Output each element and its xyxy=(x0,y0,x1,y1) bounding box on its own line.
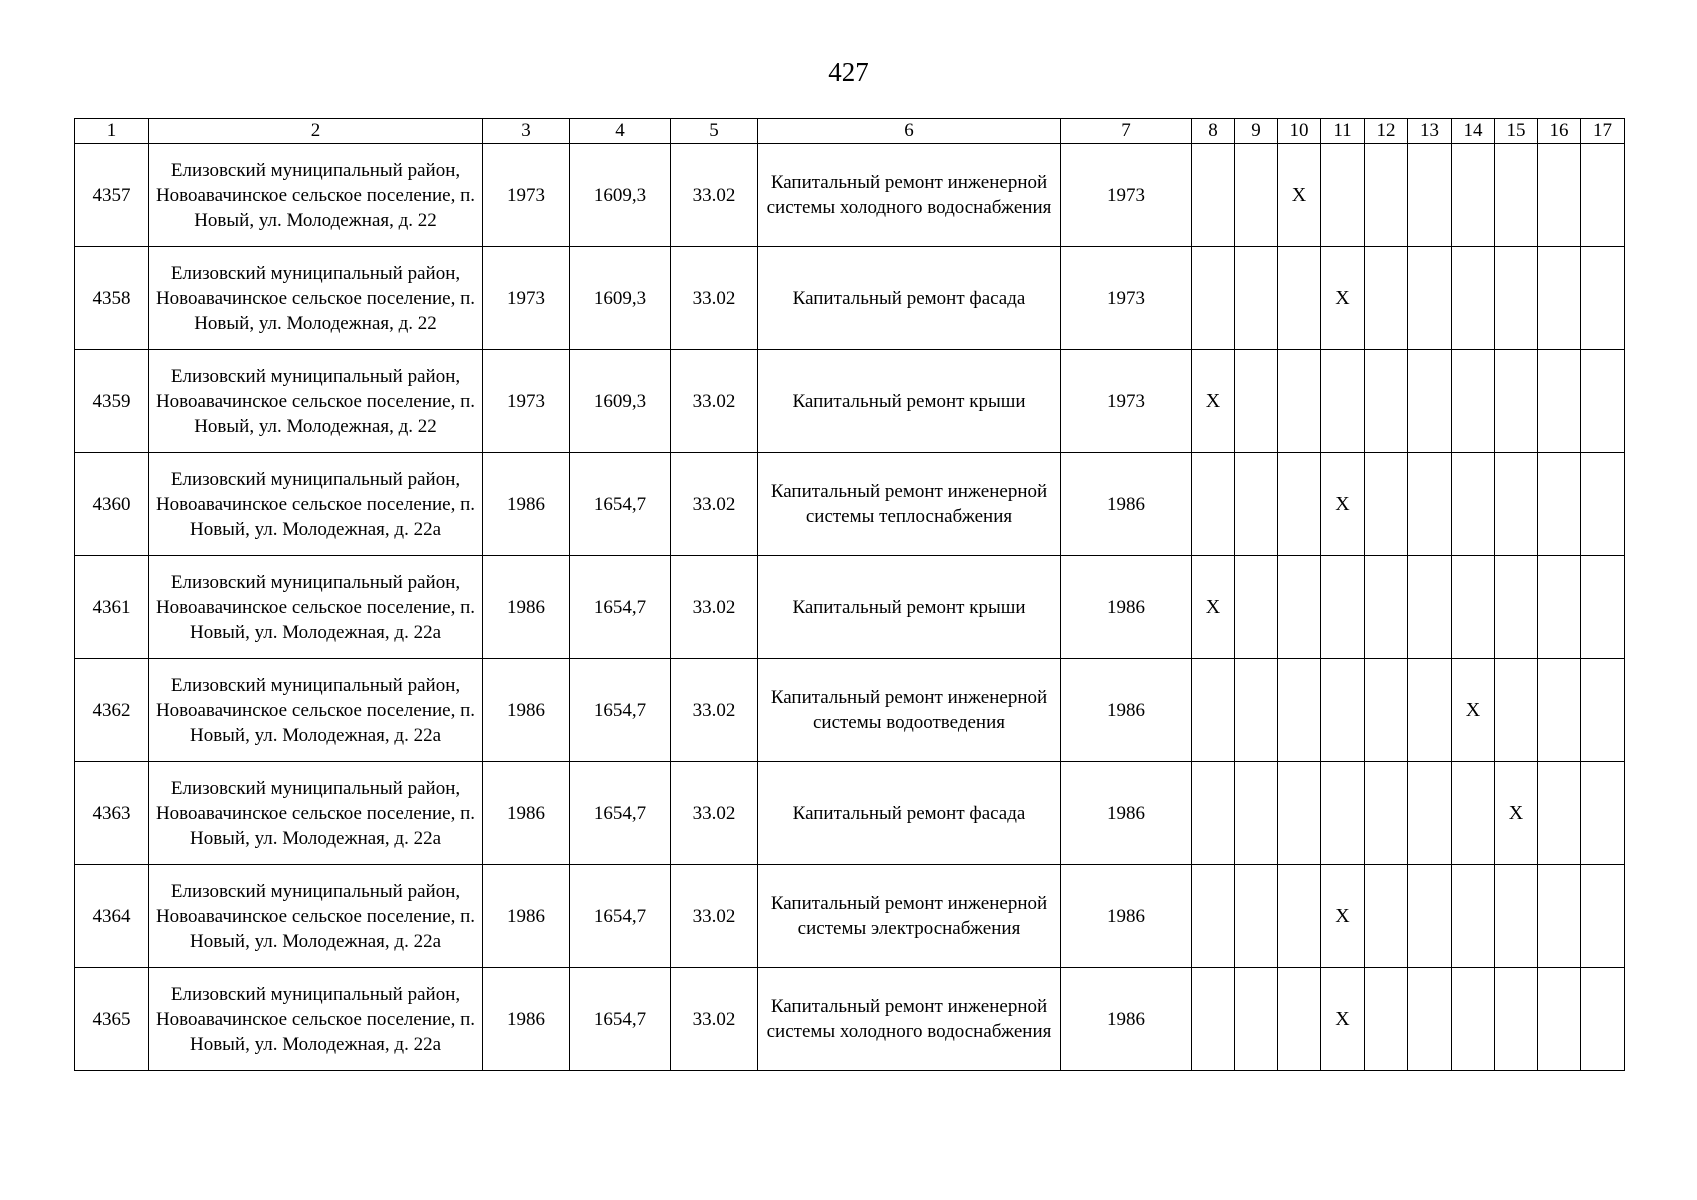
table-row xyxy=(75,659,1625,762)
column-header-5: 5 xyxy=(671,119,758,144)
column-header-1: 1 xyxy=(75,119,149,144)
year-cell: 1986 xyxy=(483,659,570,762)
year-commission-cell: 1986 xyxy=(1061,865,1192,968)
area-cell: 1609,3 xyxy=(570,350,671,453)
year-cell: 1973 xyxy=(483,350,570,453)
column-header-10: 10 xyxy=(1278,119,1321,144)
mark-cell-col-13 xyxy=(1408,144,1452,247)
mark-cell-col-13 xyxy=(1408,247,1452,350)
mark-cell-col-17 xyxy=(1581,968,1625,1071)
mark-cell-col-14 xyxy=(1452,762,1495,865)
mark-cell-col-10: X xyxy=(1278,144,1321,247)
mark-cell-col-10 xyxy=(1278,659,1321,762)
mark-cell-col-12 xyxy=(1365,144,1408,247)
mark-cell-col-15 xyxy=(1495,350,1538,453)
year-commission-cell: 1973 xyxy=(1061,247,1192,350)
mark-cell-col-11 xyxy=(1321,762,1365,865)
column-header-4: 4 xyxy=(570,119,671,144)
row-number-cell: 4357 xyxy=(75,144,149,247)
mark-cell-col-8 xyxy=(1192,247,1235,350)
mark-cell-col-12 xyxy=(1365,968,1408,1071)
year-cell: 1986 xyxy=(483,968,570,1071)
table-body xyxy=(75,144,1625,1071)
address-cell: Елизовский муниципальный район, Новоавачинское сельское поселение, п. Новый, ул. Молодежная, д. 22а xyxy=(149,556,483,659)
mark-cell-col-9 xyxy=(1235,453,1278,556)
mark-cell-col-17 xyxy=(1581,556,1625,659)
column-header-7: 7 xyxy=(1061,119,1192,144)
mark-cell-col-11: X xyxy=(1321,865,1365,968)
table-row xyxy=(75,350,1625,453)
area-cell: 1654,7 xyxy=(570,762,671,865)
column-header-3: 3 xyxy=(483,119,570,144)
mark-cell-col-13 xyxy=(1408,453,1452,556)
work-type-cell: Капитальный ремонт крыши xyxy=(758,350,1061,453)
mark-cell-col-14 xyxy=(1452,865,1495,968)
mark-cell-col-9 xyxy=(1235,968,1278,1071)
page-number: 427 xyxy=(828,57,869,87)
row-number-cell: 4364 xyxy=(75,865,149,968)
mark-cell-col-15 xyxy=(1495,865,1538,968)
address-cell: Елизовский муниципальный район, Новоавачинское сельское поселение, п. Новый, ул. Молодежная, д. 22 xyxy=(149,350,483,453)
work-type-cell: Капитальный ремонт инженерной системы холодного водоснабжения xyxy=(758,144,1061,247)
year-cell: 1973 xyxy=(483,144,570,247)
column-header-9: 9 xyxy=(1235,119,1278,144)
column-header-2: 2 xyxy=(149,119,483,144)
year-commission-cell: 1986 xyxy=(1061,968,1192,1071)
mark-cell-col-14 xyxy=(1452,247,1495,350)
address-cell: Елизовский муниципальный район, Новоавачинское сельское поселение, п. Новый, ул. Молодежная, д. 22а xyxy=(149,453,483,556)
column-header-6: 6 xyxy=(758,119,1061,144)
year-commission-cell: 1986 xyxy=(1061,556,1192,659)
code-cell: 33.02 xyxy=(671,968,758,1071)
column-header-13: 13 xyxy=(1408,119,1452,144)
mark-cell-col-13 xyxy=(1408,968,1452,1071)
mark-cell-col-12 xyxy=(1365,659,1408,762)
work-type-cell: Капитальный ремонт инженерной системы электроснабжения xyxy=(758,865,1061,968)
table-row xyxy=(75,762,1625,865)
mark-cell-col-12 xyxy=(1365,865,1408,968)
mark-cell-col-16 xyxy=(1538,350,1581,453)
mark-cell-col-11 xyxy=(1321,659,1365,762)
mark-cell-col-14 xyxy=(1452,453,1495,556)
code-cell: 33.02 xyxy=(671,762,758,865)
table-row xyxy=(75,144,1625,247)
mark-cell-col-15 xyxy=(1495,144,1538,247)
address-cell: Елизовский муниципальный район, Новоавачинское сельское поселение, п. Новый, ул. Молодежная, д. 22 xyxy=(149,144,483,247)
mark-cell-col-12 xyxy=(1365,350,1408,453)
column-header-12: 12 xyxy=(1365,119,1408,144)
table-row xyxy=(75,556,1625,659)
mark-cell-col-12 xyxy=(1365,556,1408,659)
address-cell: Елизовский муниципальный район, Новоавачинское сельское поселение, п. Новый, ул. Молодежная, д. 22 xyxy=(149,247,483,350)
row-number-cell: 4359 xyxy=(75,350,149,453)
mark-cell-col-8 xyxy=(1192,762,1235,865)
area-cell: 1654,7 xyxy=(570,659,671,762)
year-commission-cell: 1986 xyxy=(1061,762,1192,865)
mark-cell-col-16 xyxy=(1538,762,1581,865)
row-number-cell: 4362 xyxy=(75,659,149,762)
mark-cell-col-16 xyxy=(1538,865,1581,968)
mark-cell-col-10 xyxy=(1278,247,1321,350)
code-cell: 33.02 xyxy=(671,247,758,350)
mark-cell-col-17 xyxy=(1581,453,1625,556)
mark-cell-col-14 xyxy=(1452,144,1495,247)
work-type-cell: Капитальный ремонт фасада xyxy=(758,762,1061,865)
code-cell: 33.02 xyxy=(671,144,758,247)
mark-cell-col-13 xyxy=(1408,556,1452,659)
mark-cell-col-9 xyxy=(1235,556,1278,659)
mark-cell-col-16 xyxy=(1538,144,1581,247)
address-cell: Елизовский муниципальный район, Новоавачинское сельское поселение, п. Новый, ул. Молодежная, д. 22а xyxy=(149,968,483,1071)
area-cell: 1609,3 xyxy=(570,247,671,350)
repair-register-table xyxy=(74,118,1625,1071)
mark-cell-col-13 xyxy=(1408,762,1452,865)
mark-cell-col-10 xyxy=(1278,453,1321,556)
mark-cell-col-15 xyxy=(1495,247,1538,350)
mark-cell-col-15 xyxy=(1495,659,1538,762)
mark-cell-col-9 xyxy=(1235,762,1278,865)
area-cell: 1654,7 xyxy=(570,968,671,1071)
mark-cell-col-13 xyxy=(1408,659,1452,762)
mark-cell-col-9 xyxy=(1235,144,1278,247)
mark-cell-col-8: X xyxy=(1192,350,1235,453)
mark-cell-col-17 xyxy=(1581,247,1625,350)
header-row xyxy=(75,119,1625,144)
mark-cell-col-8 xyxy=(1192,659,1235,762)
table-row xyxy=(75,968,1625,1071)
mark-cell-col-9 xyxy=(1235,350,1278,453)
column-header-17: 17 xyxy=(1581,119,1625,144)
mark-cell-col-10 xyxy=(1278,968,1321,1071)
mark-cell-col-17 xyxy=(1581,659,1625,762)
mark-cell-col-9 xyxy=(1235,659,1278,762)
mark-cell-col-16 xyxy=(1538,968,1581,1071)
mark-cell-col-17 xyxy=(1581,144,1625,247)
mark-cell-col-11 xyxy=(1321,350,1365,453)
mark-cell-col-12 xyxy=(1365,453,1408,556)
mark-cell-col-15 xyxy=(1495,968,1538,1071)
mark-cell-col-14: X xyxy=(1452,659,1495,762)
mark-cell-col-10 xyxy=(1278,762,1321,865)
table-row xyxy=(75,247,1625,350)
column-header-11: 11 xyxy=(1321,119,1365,144)
column-header-8: 8 xyxy=(1192,119,1235,144)
year-commission-cell: 1986 xyxy=(1061,659,1192,762)
mark-cell-col-9 xyxy=(1235,865,1278,968)
row-number-cell: 4365 xyxy=(75,968,149,1071)
year-cell: 1973 xyxy=(483,247,570,350)
mark-cell-col-13 xyxy=(1408,865,1452,968)
mark-cell-col-8 xyxy=(1192,968,1235,1071)
mark-cell-col-16 xyxy=(1538,453,1581,556)
row-number-cell: 4360 xyxy=(75,453,149,556)
code-cell: 33.02 xyxy=(671,865,758,968)
column-header-14: 14 xyxy=(1452,119,1495,144)
mark-cell-col-8: X xyxy=(1192,556,1235,659)
row-number-cell: 4363 xyxy=(75,762,149,865)
mark-cell-col-8 xyxy=(1192,865,1235,968)
mark-cell-col-8 xyxy=(1192,144,1235,247)
mark-cell-col-8 xyxy=(1192,453,1235,556)
address-cell: Елизовский муниципальный район, Новоавачинское сельское поселение, п. Новый, ул. Молодежная, д. 22а xyxy=(149,762,483,865)
mark-cell-col-14 xyxy=(1452,968,1495,1071)
mark-cell-col-17 xyxy=(1581,865,1625,968)
work-type-cell: Капитальный ремонт крыши xyxy=(758,556,1061,659)
row-number-cell: 4361 xyxy=(75,556,149,659)
code-cell: 33.02 xyxy=(671,556,758,659)
year-cell: 1986 xyxy=(483,762,570,865)
area-cell: 1654,7 xyxy=(570,453,671,556)
work-type-cell: Капитальный ремонт фасада xyxy=(758,247,1061,350)
mark-cell-col-17 xyxy=(1581,350,1625,453)
mark-cell-col-9 xyxy=(1235,247,1278,350)
mark-cell-col-11: X xyxy=(1321,453,1365,556)
mark-cell-col-11: X xyxy=(1321,247,1365,350)
work-type-cell: Капитальный ремонт инженерной системы водоотведения xyxy=(758,659,1061,762)
mark-cell-col-11 xyxy=(1321,144,1365,247)
year-cell: 1986 xyxy=(483,865,570,968)
code-cell: 33.02 xyxy=(671,659,758,762)
mark-cell-col-12 xyxy=(1365,762,1408,865)
mark-cell-col-10 xyxy=(1278,865,1321,968)
mark-cell-col-10 xyxy=(1278,556,1321,659)
mark-cell-col-14 xyxy=(1452,556,1495,659)
mark-cell-col-17 xyxy=(1581,762,1625,865)
work-type-cell: Капитальный ремонт инженерной системы холодного водоснабжения xyxy=(758,968,1061,1071)
mark-cell-col-15 xyxy=(1495,556,1538,659)
area-cell: 1654,7 xyxy=(570,556,671,659)
code-cell: 33.02 xyxy=(671,350,758,453)
year-commission-cell: 1973 xyxy=(1061,144,1192,247)
work-type-cell: Капитальный ремонт инженерной системы теплоснабжения xyxy=(758,453,1061,556)
mark-cell-col-10 xyxy=(1278,350,1321,453)
mark-cell-col-16 xyxy=(1538,247,1581,350)
address-cell: Елизовский муниципальный район, Новоавачинское сельское поселение, п. Новый, ул. Молодежная, д. 22а xyxy=(149,865,483,968)
column-header-16: 16 xyxy=(1538,119,1581,144)
mark-cell-col-16 xyxy=(1538,659,1581,762)
table-row xyxy=(75,453,1625,556)
year-commission-cell: 1973 xyxy=(1061,350,1192,453)
table-row xyxy=(75,865,1625,968)
year-cell: 1986 xyxy=(483,556,570,659)
mark-cell-col-11: X xyxy=(1321,968,1365,1071)
mark-cell-col-15: X xyxy=(1495,762,1538,865)
code-cell: 33.02 xyxy=(671,453,758,556)
address-cell: Елизовский муниципальный район, Новоавачинское сельское поселение, п. Новый, ул. Молодежная, д. 22а xyxy=(149,659,483,762)
mark-cell-col-15 xyxy=(1495,453,1538,556)
mark-cell-col-12 xyxy=(1365,247,1408,350)
row-number-cell: 4358 xyxy=(75,247,149,350)
mark-cell-col-14 xyxy=(1452,350,1495,453)
year-cell: 1986 xyxy=(483,453,570,556)
mark-cell-col-13 xyxy=(1408,350,1452,453)
year-commission-cell: 1986 xyxy=(1061,453,1192,556)
column-header-15: 15 xyxy=(1495,119,1538,144)
area-cell: 1654,7 xyxy=(570,865,671,968)
mark-cell-col-11 xyxy=(1321,556,1365,659)
area-cell: 1609,3 xyxy=(570,144,671,247)
mark-cell-col-16 xyxy=(1538,556,1581,659)
table-header xyxy=(75,119,1625,144)
